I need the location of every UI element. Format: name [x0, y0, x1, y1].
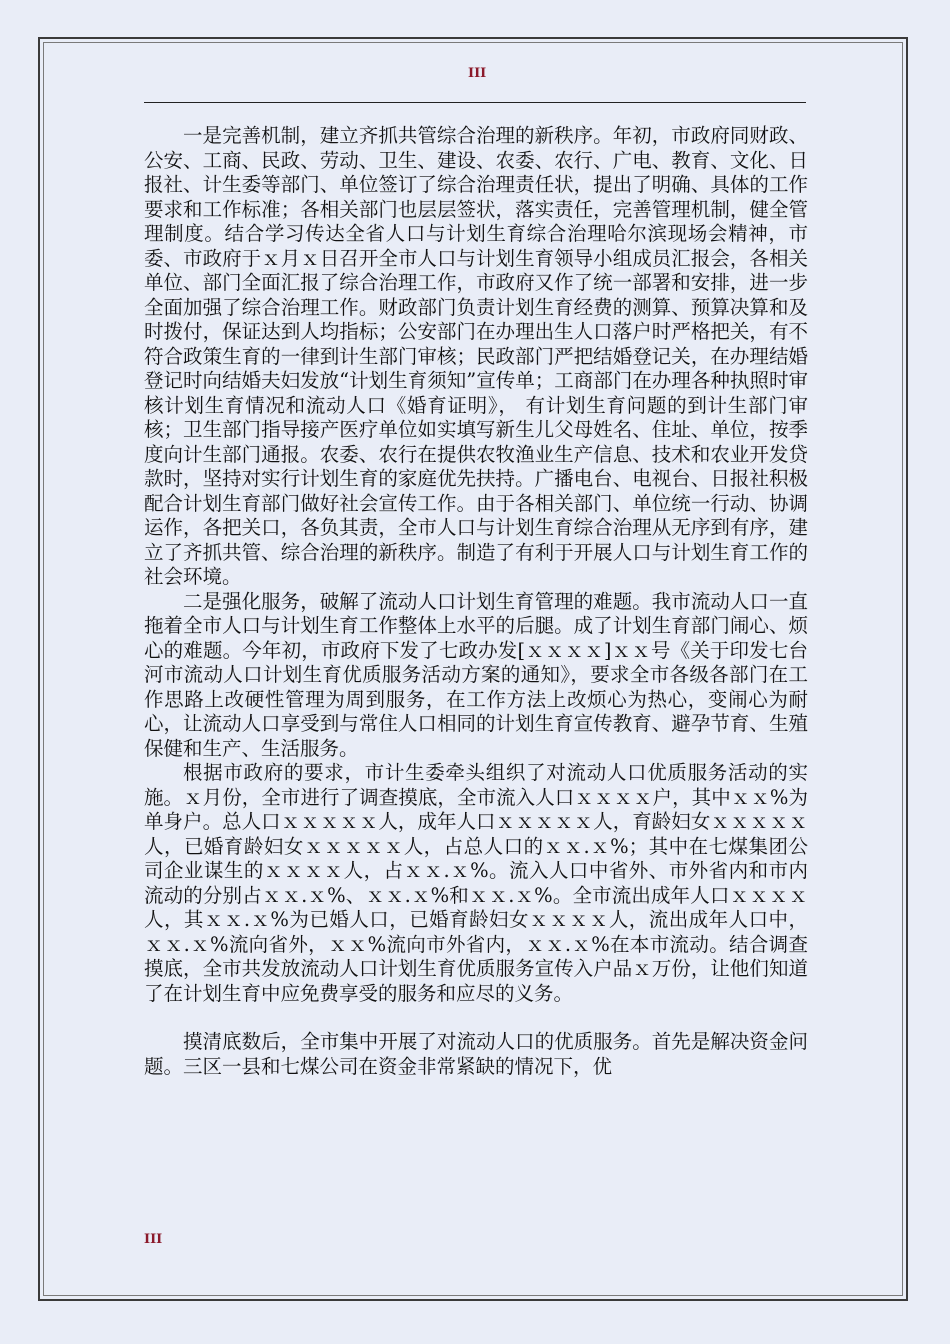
footer-mark: III — [144, 1232, 163, 1247]
paragraph-improve-mechanism: 一是完善机制，建立齐抓共管综合治理的新秩序。年初，市政府同财政、公安、工商、民政、劳动、卫生、建设、农委、农行、广电、教育、文化、日报社、计生委等部门、单位签订了综合治理责任状，提出了明确、具体的工作要求和工作标准；各相关部门也层层签状，落实责任，完善管理机制，健全管理制度。结合学习传达全省人口与计划生育综合治理哈尔滨现场会精神，市委、市政府于ｘ月ｘ日召开全市人口与计划生育领导小组成员汇报会，各相关单位、部门全面汇报了综合治理工作，市政府又作了统一部署和安排，进一步全面加强了综合治理工作。财政部门负责计划生育经费的测算、预算决算和及时拨付，保证达到人均指标；公安部门在办理出生人口落户时严格把关，有不符合政策生育的一律到计生部门审核；民政部门严把结婚登记关，在办理结婚登记时向结婚夫妇发放“计划生育须知”宣传单；工商部门在办理各种执照时审核计划生育情况和流动人口《婚育证明》， 有计划生育问题的到计生部门审核；卫生部门指导接产医疗单位如实填写新生儿父母姓名、住址、单位，按季度向计生部门通报。农委、农行在提供农牧渔业生产信息、技术和农业开发贷款时，坚持对实行计划生育的家庭优先扶持。广播电台、电视台、日报社积极配合计划生育部门做好社会宣传工作。由于各相关部门、单位统一行动、协调运作，各把关口，各负其责，全市人口与计划生育综合治理从无序到有序，建立了齐抓共管、综合治理的新秩序。制造了有利于开展人口与计划生育工作的社会环境。 — [144, 124, 808, 588]
paragraph-survey-results: 根据市政府的要求，市计生委牵头组织了对流动人口优质服务活动的实施。ｘ月份，全市进行了调查摸底，全市流入人口ｘｘｘｘ户，其中ｘｘ%为单身户。总人口ｘｘｘｘｘ人，成年人口ｘｘｘｘｘ人，育龄妇女ｘｘｘｘｘ人，已婚育龄妇女ｘｘｘｘｘ人，占总人口的ｘｘ.ｘ%；其中在七煤集团公司企业谋生的ｘｘｘｘ人，占ｘｘ.ｘ%。流入人口中省外、市外省内和市内流动的分别占ｘｘ.ｘ%、ｘｘ.ｘ%和ｘｘ.ｘ%。全市流出成年人口ｘｘｘｘ人，其ｘｘ.ｘ%为已婚人口，已婚育龄妇女ｘｘｘｘ人，流出成年人口中，ｘｘ.ｘ%流向省外，ｘｘ%流向市外省内，ｘｘ.ｘ%在本市流动。结合调查摸底，全市共发放流动人口计划生育优质服务宣传入户品ｘ万份，让他们知道了在计划生育中应免费享受的服务和应尽的义务。 — [144, 761, 808, 1005]
paragraph-strengthen-service: 二是强化服务，破解了流动人口计划生育管理的难题。我市流动人口一直拖着全市人口与计划生育工作整体上水平的后腿。成了计划生育部门闹心、烦心的难题。今年初，市政府下发了七政办发[ｘｘｘｘ]ｘｘ号《关于印发七台河市流动人口计划生育优质服务活动方案的通知》，要求全市各级各部门在工作思路上改硬性管理为周到服务，在工作方法上改烦心为热心，变闹心为耐心，让流动人口享受到与常住人口相同的计划生育宣传教育、避孕节育、生殖保健和生产、生活服务。 — [144, 589, 808, 760]
header-divider — [144, 102, 806, 103]
document-body — [144, 124, 808, 1079]
header-mark: III — [468, 66, 487, 81]
paragraph-quality-service: 摸清底数后，全市集中开展了对流动人口的优质服务。首先是解决资金问题。三区一县和七煤公司在资金非常紧缺的情况下，优 — [144, 1030, 808, 1078]
